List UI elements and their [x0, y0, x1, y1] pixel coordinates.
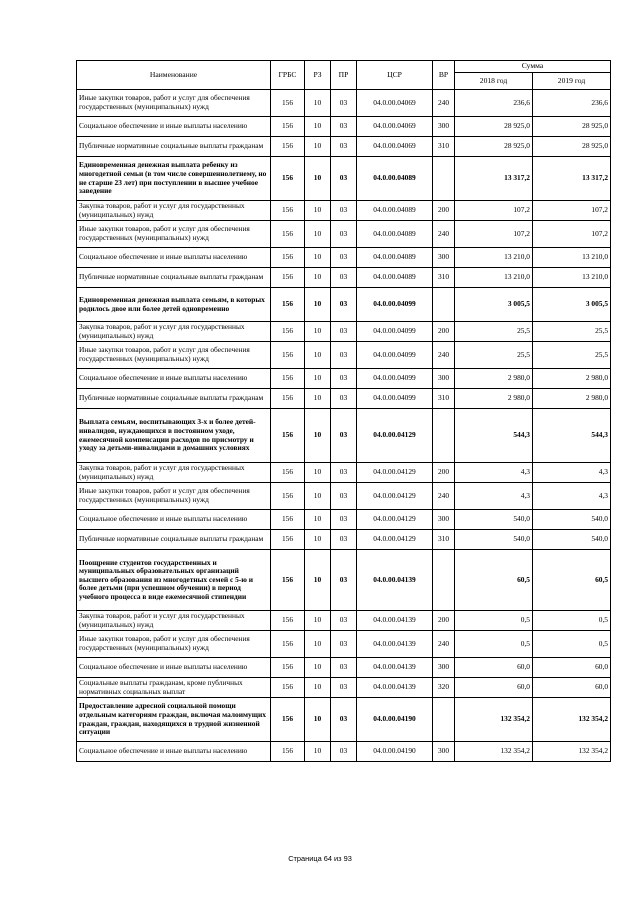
cell-name: Предоставление адресной социальной помощи отдельным категориям граждан, включая малоимущих граждан, граждан, находящихся в трудной жизненной ситуации: [77, 698, 271, 742]
cell-vr: [433, 409, 455, 463]
cell-name: Иные закупки товаров, работ и услуг для обеспечения государственных (муниципальных) нужд: [77, 90, 271, 117]
cell-rz: 10: [305, 698, 331, 742]
cell-2018: 25,5: [455, 322, 533, 342]
cell-grbs: 156: [271, 288, 305, 322]
cell-2019: 2 980,0: [533, 369, 611, 389]
cell-name: Социальное обеспечение и иные выплаты населению: [77, 248, 271, 268]
cell-2019: 28 925,0: [533, 117, 611, 137]
cell-2019: 60,0: [533, 658, 611, 678]
cell-2019: 13 210,0: [533, 248, 611, 268]
cell-2019: 28 925,0: [533, 137, 611, 157]
cell-vr: 300: [433, 117, 455, 137]
cell-2018: 13 210,0: [455, 248, 533, 268]
cell-2019: 107,2: [533, 221, 611, 248]
cell-rz: 10: [305, 221, 331, 248]
table-row: [77, 342, 611, 369]
cell-pr: 03: [331, 117, 357, 137]
cell-vr: 200: [433, 611, 455, 631]
cell-grbs: 156: [271, 550, 305, 611]
cell-csr: 04.0.00.04190: [357, 698, 433, 742]
cell-name: Публичные нормативные социальные выплаты гражданам: [77, 268, 271, 288]
cell-rz: 10: [305, 389, 331, 409]
cell-grbs: 156: [271, 248, 305, 268]
cell-2018: 540,0: [455, 510, 533, 530]
header-grbs: ГРБС: [271, 61, 305, 90]
cell-rz: 10: [305, 409, 331, 463]
cell-2019: 4,3: [533, 483, 611, 510]
cell-grbs: 156: [271, 137, 305, 157]
table-row: [77, 611, 611, 631]
cell-vr: 320: [433, 678, 455, 698]
header-rz: РЗ: [305, 61, 331, 90]
cell-pr: 03: [331, 268, 357, 288]
cell-grbs: 156: [271, 742, 305, 762]
cell-csr: 04.0.00.04139: [357, 611, 433, 631]
cell-2018: 2 980,0: [455, 389, 533, 409]
cell-rz: 10: [305, 530, 331, 550]
cell-csr: 04.0.00.04139: [357, 631, 433, 658]
cell-vr: 310: [433, 389, 455, 409]
table-row: [77, 550, 611, 611]
cell-pr: 03: [331, 137, 357, 157]
cell-pr: 03: [331, 389, 357, 409]
cell-pr: 03: [331, 409, 357, 463]
cell-2019: 540,0: [533, 510, 611, 530]
cell-grbs: 156: [271, 389, 305, 409]
cell-grbs: 156: [271, 369, 305, 389]
cell-2018: 28 925,0: [455, 117, 533, 137]
cell-pr: 03: [331, 342, 357, 369]
table-row: [77, 742, 611, 762]
cell-2019: 0,5: [533, 631, 611, 658]
cell-grbs: 156: [271, 611, 305, 631]
cell-grbs: 156: [271, 117, 305, 137]
table-row: [77, 389, 611, 409]
cell-pr: 03: [331, 201, 357, 221]
cell-csr: 04.0.00.04069: [357, 90, 433, 117]
cell-2018: 3 005,5: [455, 288, 533, 322]
table-row: [77, 369, 611, 389]
cell-pr: 03: [331, 530, 357, 550]
cell-csr: 04.0.00.04129: [357, 463, 433, 483]
cell-vr: 240: [433, 483, 455, 510]
cell-vr: [433, 288, 455, 322]
cell-2019: 544,3: [533, 409, 611, 463]
cell-rz: 10: [305, 510, 331, 530]
cell-name: Поощрение студентов государственных и муниципальных образовательных организаций высшего образования из многодетных семей с 5-ю и более детьми (при успешном обучении) в период учебного процесса в виде ежемесячной стипендии: [77, 550, 271, 611]
cell-pr: 03: [331, 678, 357, 698]
table-row: [77, 248, 611, 268]
cell-name: Публичные нормативные социальные выплаты гражданам: [77, 137, 271, 157]
cell-csr: 04.0.00.04099: [357, 288, 433, 322]
cell-rz: 10: [305, 463, 331, 483]
cell-2019: 13 317,2: [533, 157, 611, 201]
cell-rz: 10: [305, 201, 331, 221]
table-row: [77, 221, 611, 248]
cell-grbs: 156: [271, 201, 305, 221]
cell-name: Закупка товаров, работ и услуг для государственных (муниципальных) нужд: [77, 322, 271, 342]
table-row: [77, 288, 611, 322]
cell-name: Публичные нормативные социальные выплаты гражданам: [77, 530, 271, 550]
cell-rz: 10: [305, 322, 331, 342]
cell-vr: 310: [433, 137, 455, 157]
cell-2018: 13 210,0: [455, 268, 533, 288]
cell-vr: [433, 698, 455, 742]
cell-pr: 03: [331, 483, 357, 510]
cell-csr: 04.0.00.04069: [357, 117, 433, 137]
cell-vr: 200: [433, 463, 455, 483]
cell-csr: 04.0.00.04129: [357, 409, 433, 463]
cell-name: Единовременная денежная выплата семьям, в которых родилось двое или более детей одновременно: [77, 288, 271, 322]
cell-pr: 03: [331, 658, 357, 678]
table-row: [77, 322, 611, 342]
cell-csr: 04.0.00.04089: [357, 248, 433, 268]
cell-2018: 0,5: [455, 611, 533, 631]
cell-grbs: 156: [271, 678, 305, 698]
cell-rz: 10: [305, 137, 331, 157]
header-sum: Сумма: [455, 61, 611, 73]
cell-pr: 03: [331, 369, 357, 389]
cell-rz: 10: [305, 742, 331, 762]
table-row: [77, 463, 611, 483]
cell-2019: 132 354,2: [533, 742, 611, 762]
table-row: [77, 483, 611, 510]
cell-vr: 300: [433, 369, 455, 389]
cell-rz: 10: [305, 550, 331, 611]
cell-vr: 300: [433, 742, 455, 762]
cell-2019: 13 210,0: [533, 268, 611, 288]
budget-table: [76, 60, 611, 762]
cell-2018: 236,6: [455, 90, 533, 117]
cell-name: Иные закупки товаров, работ и услуг для обеспечения государственных (муниципальных) нужд: [77, 631, 271, 658]
header-vr: ВР: [433, 61, 455, 90]
cell-csr: 04.0.00.04129: [357, 483, 433, 510]
cell-name: Социальное обеспечение и иные выплаты населению: [77, 117, 271, 137]
table-row: [77, 117, 611, 137]
cell-pr: 03: [331, 742, 357, 762]
cell-2019: 3 005,5: [533, 288, 611, 322]
table-row: [77, 157, 611, 201]
cell-csr: 04.0.00.04099: [357, 389, 433, 409]
cell-name: Социальное обеспечение и иные выплаты населению: [77, 658, 271, 678]
cell-name: Единовременная денежная выплата ребенку из многодетной семьи (в том числе совершеннолетнему, но не старше 23 лет) при поступлении в высшее учебное заведение: [77, 157, 271, 201]
cell-name: Социальное обеспечение и иные выплаты населению: [77, 510, 271, 530]
cell-grbs: 156: [271, 157, 305, 201]
page-number: Страница 64 из 93: [288, 854, 352, 863]
cell-2018: 540,0: [455, 530, 533, 550]
cell-grbs: 156: [271, 409, 305, 463]
cell-2018: 4,3: [455, 463, 533, 483]
cell-2018: 13 317,2: [455, 157, 533, 201]
cell-csr: 04.0.00.04139: [357, 550, 433, 611]
cell-csr: 04.0.00.04099: [357, 322, 433, 342]
cell-vr: 200: [433, 201, 455, 221]
cell-rz: 10: [305, 117, 331, 137]
table-row: [77, 90, 611, 117]
cell-2019: 2 980,0: [533, 389, 611, 409]
cell-name: Закупка товаров, работ и услуг для государственных (муниципальных) нужд: [77, 201, 271, 221]
cell-grbs: 156: [271, 631, 305, 658]
cell-rz: 10: [305, 90, 331, 117]
cell-pr: 03: [331, 550, 357, 611]
cell-rz: 10: [305, 268, 331, 288]
cell-csr: 04.0.00.04129: [357, 530, 433, 550]
cell-pr: 03: [331, 322, 357, 342]
table-row: [77, 510, 611, 530]
cell-rz: 10: [305, 342, 331, 369]
cell-2018: 4,3: [455, 483, 533, 510]
cell-rz: 10: [305, 658, 331, 678]
cell-pr: 03: [331, 631, 357, 658]
cell-2019: 236,6: [533, 90, 611, 117]
cell-name: Социальное обеспечение и иные выплаты населению: [77, 369, 271, 389]
cell-2018: 60,0: [455, 658, 533, 678]
cell-rz: 10: [305, 483, 331, 510]
table-row: [77, 137, 611, 157]
cell-2018: 132 354,2: [455, 698, 533, 742]
cell-grbs: 156: [271, 463, 305, 483]
cell-rz: 10: [305, 611, 331, 631]
table-row: [77, 268, 611, 288]
cell-2019: 107,2: [533, 201, 611, 221]
cell-grbs: 156: [271, 658, 305, 678]
cell-pr: 03: [331, 90, 357, 117]
cell-csr: 04.0.00.04089: [357, 268, 433, 288]
cell-vr: 310: [433, 268, 455, 288]
cell-2018: 544,3: [455, 409, 533, 463]
cell-vr: 240: [433, 221, 455, 248]
cell-grbs: 156: [271, 698, 305, 742]
cell-grbs: 156: [271, 221, 305, 248]
cell-vr: 200: [433, 322, 455, 342]
header-2018: 2018 год: [455, 73, 533, 90]
header-2019: 2019 год: [533, 73, 611, 90]
cell-vr: [433, 157, 455, 201]
cell-csr: 04.0.00.04129: [357, 510, 433, 530]
cell-name: Закупка товаров, работ и услуг для государственных (муниципальных) нужд: [77, 463, 271, 483]
cell-name: Иные закупки товаров, работ и услуг для обеспечения государственных (муниципальных) нужд: [77, 483, 271, 510]
cell-2019: 25,5: [533, 322, 611, 342]
cell-pr: 03: [331, 510, 357, 530]
cell-pr: 03: [331, 463, 357, 483]
cell-2018: 28 925,0: [455, 137, 533, 157]
table-row: [77, 530, 611, 550]
cell-2018: 25,5: [455, 342, 533, 369]
cell-2019: 132 354,2: [533, 698, 611, 742]
cell-csr: 04.0.00.04099: [357, 342, 433, 369]
cell-pr: 03: [331, 157, 357, 201]
cell-csr: 04.0.00.04069: [357, 137, 433, 157]
cell-vr: 300: [433, 248, 455, 268]
cell-name: Закупка товаров, работ и услуг для государственных (муниципальных) нужд: [77, 611, 271, 631]
cell-name: Публичные нормативные социальные выплаты гражданам: [77, 389, 271, 409]
cell-grbs: 156: [271, 483, 305, 510]
header-name: Наименование: [77, 61, 271, 90]
cell-name: Выплата семьям, воспитывающих 3-х и более детей-инвалидов, нуждающихся в постоянном уходе, ежемесячной компенсации расходов по присмотру и уходу за детьми-инвалидами в домашних условиях: [77, 409, 271, 463]
cell-vr: [433, 550, 455, 611]
cell-csr: 04.0.00.04190: [357, 742, 433, 762]
cell-grbs: 156: [271, 510, 305, 530]
cell-pr: 03: [331, 611, 357, 631]
table-row: [77, 409, 611, 463]
cell-name: Иные закупки товаров, работ и услуг для обеспечения государственных (муниципальных) нужд: [77, 342, 271, 369]
cell-rz: 10: [305, 248, 331, 268]
cell-grbs: 156: [271, 530, 305, 550]
cell-vr: 240: [433, 90, 455, 117]
cell-2018: 60,5: [455, 550, 533, 611]
cell-name: Социальные выплаты гражданам, кроме публичных нормативных социальных выплат: [77, 678, 271, 698]
cell-2018: 2 980,0: [455, 369, 533, 389]
cell-grbs: 156: [271, 342, 305, 369]
header-csr: ЦСР: [357, 61, 433, 90]
cell-pr: 03: [331, 288, 357, 322]
cell-vr: 300: [433, 658, 455, 678]
cell-rz: 10: [305, 369, 331, 389]
cell-2018: 132 354,2: [455, 742, 533, 762]
cell-2018: 0,5: [455, 631, 533, 658]
cell-2018: 107,2: [455, 201, 533, 221]
table-body: [77, 90, 611, 762]
cell-grbs: 156: [271, 268, 305, 288]
cell-vr: 240: [433, 342, 455, 369]
cell-csr: 04.0.00.04139: [357, 678, 433, 698]
cell-pr: 03: [331, 248, 357, 268]
table-row: [77, 201, 611, 221]
cell-2019: 60,5: [533, 550, 611, 611]
cell-grbs: 156: [271, 90, 305, 117]
cell-rz: 10: [305, 288, 331, 322]
table-row: [77, 698, 611, 742]
cell-2018: 60,0: [455, 678, 533, 698]
header-pr: ПР: [331, 61, 357, 90]
cell-name: Иные закупки товаров, работ и услуг для обеспечения государственных (муниципальных) нужд: [77, 221, 271, 248]
cell-csr: 04.0.00.04089: [357, 201, 433, 221]
cell-2019: 540,0: [533, 530, 611, 550]
cell-csr: 04.0.00.04089: [357, 157, 433, 201]
cell-grbs: 156: [271, 322, 305, 342]
cell-name: Социальное обеспечение и иные выплаты населению: [77, 742, 271, 762]
cell-vr: 240: [433, 631, 455, 658]
cell-vr: 300: [433, 510, 455, 530]
cell-2019: 25,5: [533, 342, 611, 369]
cell-rz: 10: [305, 631, 331, 658]
cell-2018: 107,2: [455, 221, 533, 248]
cell-rz: 10: [305, 678, 331, 698]
cell-2019: 60,0: [533, 678, 611, 698]
cell-pr: 03: [331, 698, 357, 742]
cell-vr: 310: [433, 530, 455, 550]
cell-rz: 10: [305, 157, 331, 201]
cell-csr: 04.0.00.04099: [357, 369, 433, 389]
cell-csr: 04.0.00.04139: [357, 658, 433, 678]
cell-pr: 03: [331, 221, 357, 248]
cell-2019: 4,3: [533, 463, 611, 483]
cell-2019: 0,5: [533, 611, 611, 631]
cell-csr: 04.0.00.04089: [357, 221, 433, 248]
table-row: [77, 678, 611, 698]
table-row: [77, 658, 611, 678]
table-row: [77, 631, 611, 658]
